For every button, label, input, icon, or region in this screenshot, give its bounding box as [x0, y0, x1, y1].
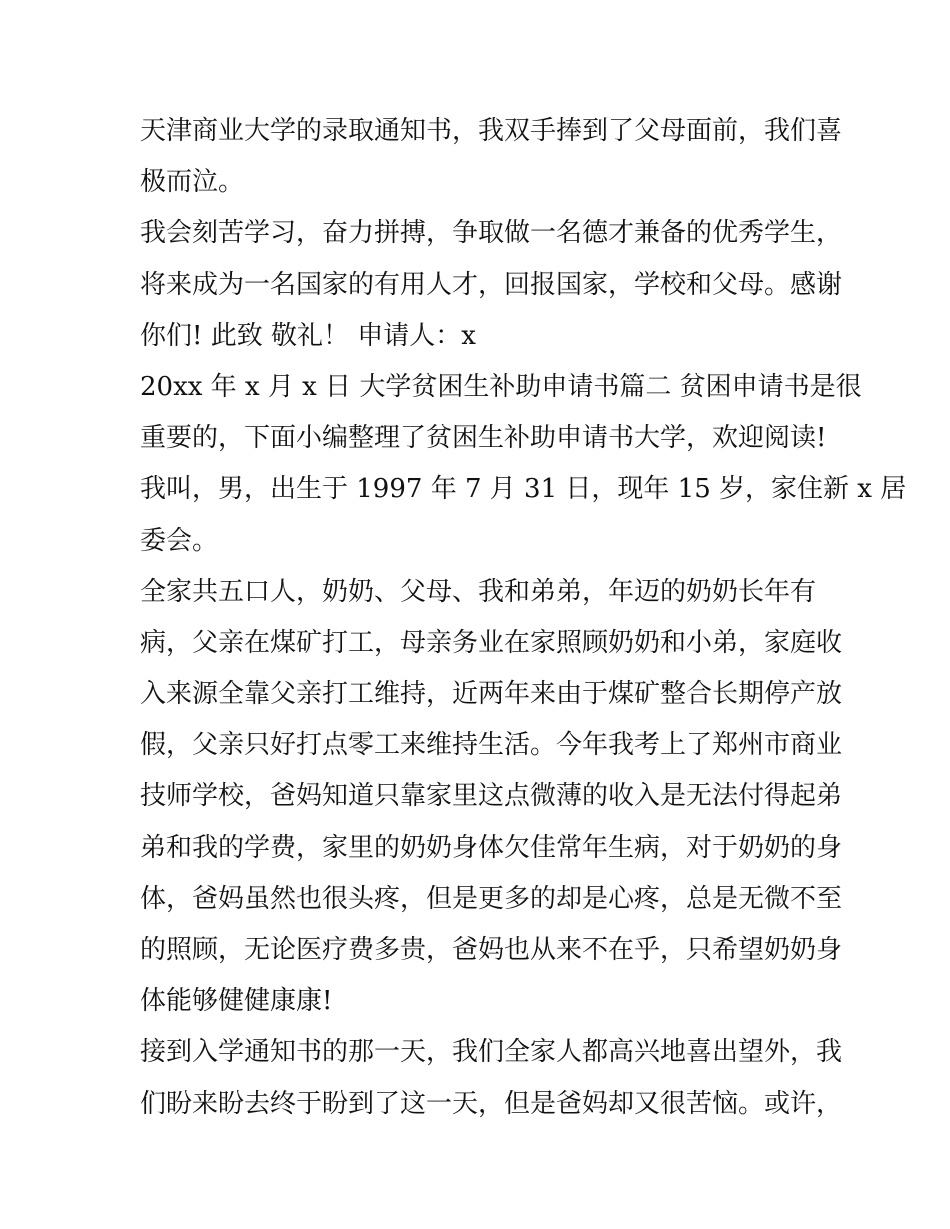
text-line: 极而泣。 [140, 167, 245, 198]
text-line: 技师学校，爸妈知道只靠家里这点微薄的收入是无法付得起弟 [140, 781, 843, 812]
text-line: 重要的，下面小编整理了贫困生补助申请书大学，欢迎阅读! [140, 423, 827, 454]
text-line: 委会。 [140, 525, 219, 556]
text-line: 的照顾，无论医疗费多贵，爸妈也从来不在乎，只希望奶奶身 [140, 935, 843, 965]
text-line: 入来源全靠父亲打工维持，近两年来由于煤矿整合长期停产放 [140, 679, 843, 710]
text-line: 假，父亲只好打点零工来维持生活。今年我考上了郑州市商业 [140, 730, 843, 761]
body-text [140, 106, 907, 1130]
text-line: 将来成为一名国家的有用人才，回报国家，学校和父母。感谢 [140, 269, 843, 300]
text-line: 弟和我的学费，家里的奶奶身体欠佳常年生病，对于奶奶的身 [140, 832, 843, 863]
text-line: 接到入学通知书的那一天，我们全家人都高兴地喜出望外，我 [140, 1037, 843, 1068]
text-line: 你们! 此致 敬礼！ 申请人：x [140, 320, 476, 351]
text-line: 病，父亲在煤矿打工，母亲务业在家照顾奶奶和小弟，家庭收 [140, 627, 843, 658]
text-line: 天津商业大学的录取通知书，我双手捧到了父母面前，我们喜 [140, 116, 843, 146]
text-line: 体，爸妈虽然也很头疼，但是更多的却是心疼，总是无微不至 [140, 883, 843, 914]
text-line: 我会刻苦学习，奋力拼搏，争取做一名德才兼备的优秀学生， [140, 218, 843, 249]
text-line: 全家共五口人，奶奶、父母、我和弟弟，年迈的奶奶长年有 [140, 576, 817, 607]
text-line: 们盼来盼去终于盼到了这一天，但是爸妈却又很苦恼。或许， [140, 1088, 843, 1119]
text-line: 我叫，男，出生于 1997 年 7 月 31 日，现年 15 岁，家住新 x 居 [140, 474, 907, 505]
text-line: 20xx 年 x 月 x 日 大学贫困生补助申请书篇二 贫困申请书是很 [140, 371, 862, 402]
text-line: 体能够健健康康! [140, 986, 333, 1017]
